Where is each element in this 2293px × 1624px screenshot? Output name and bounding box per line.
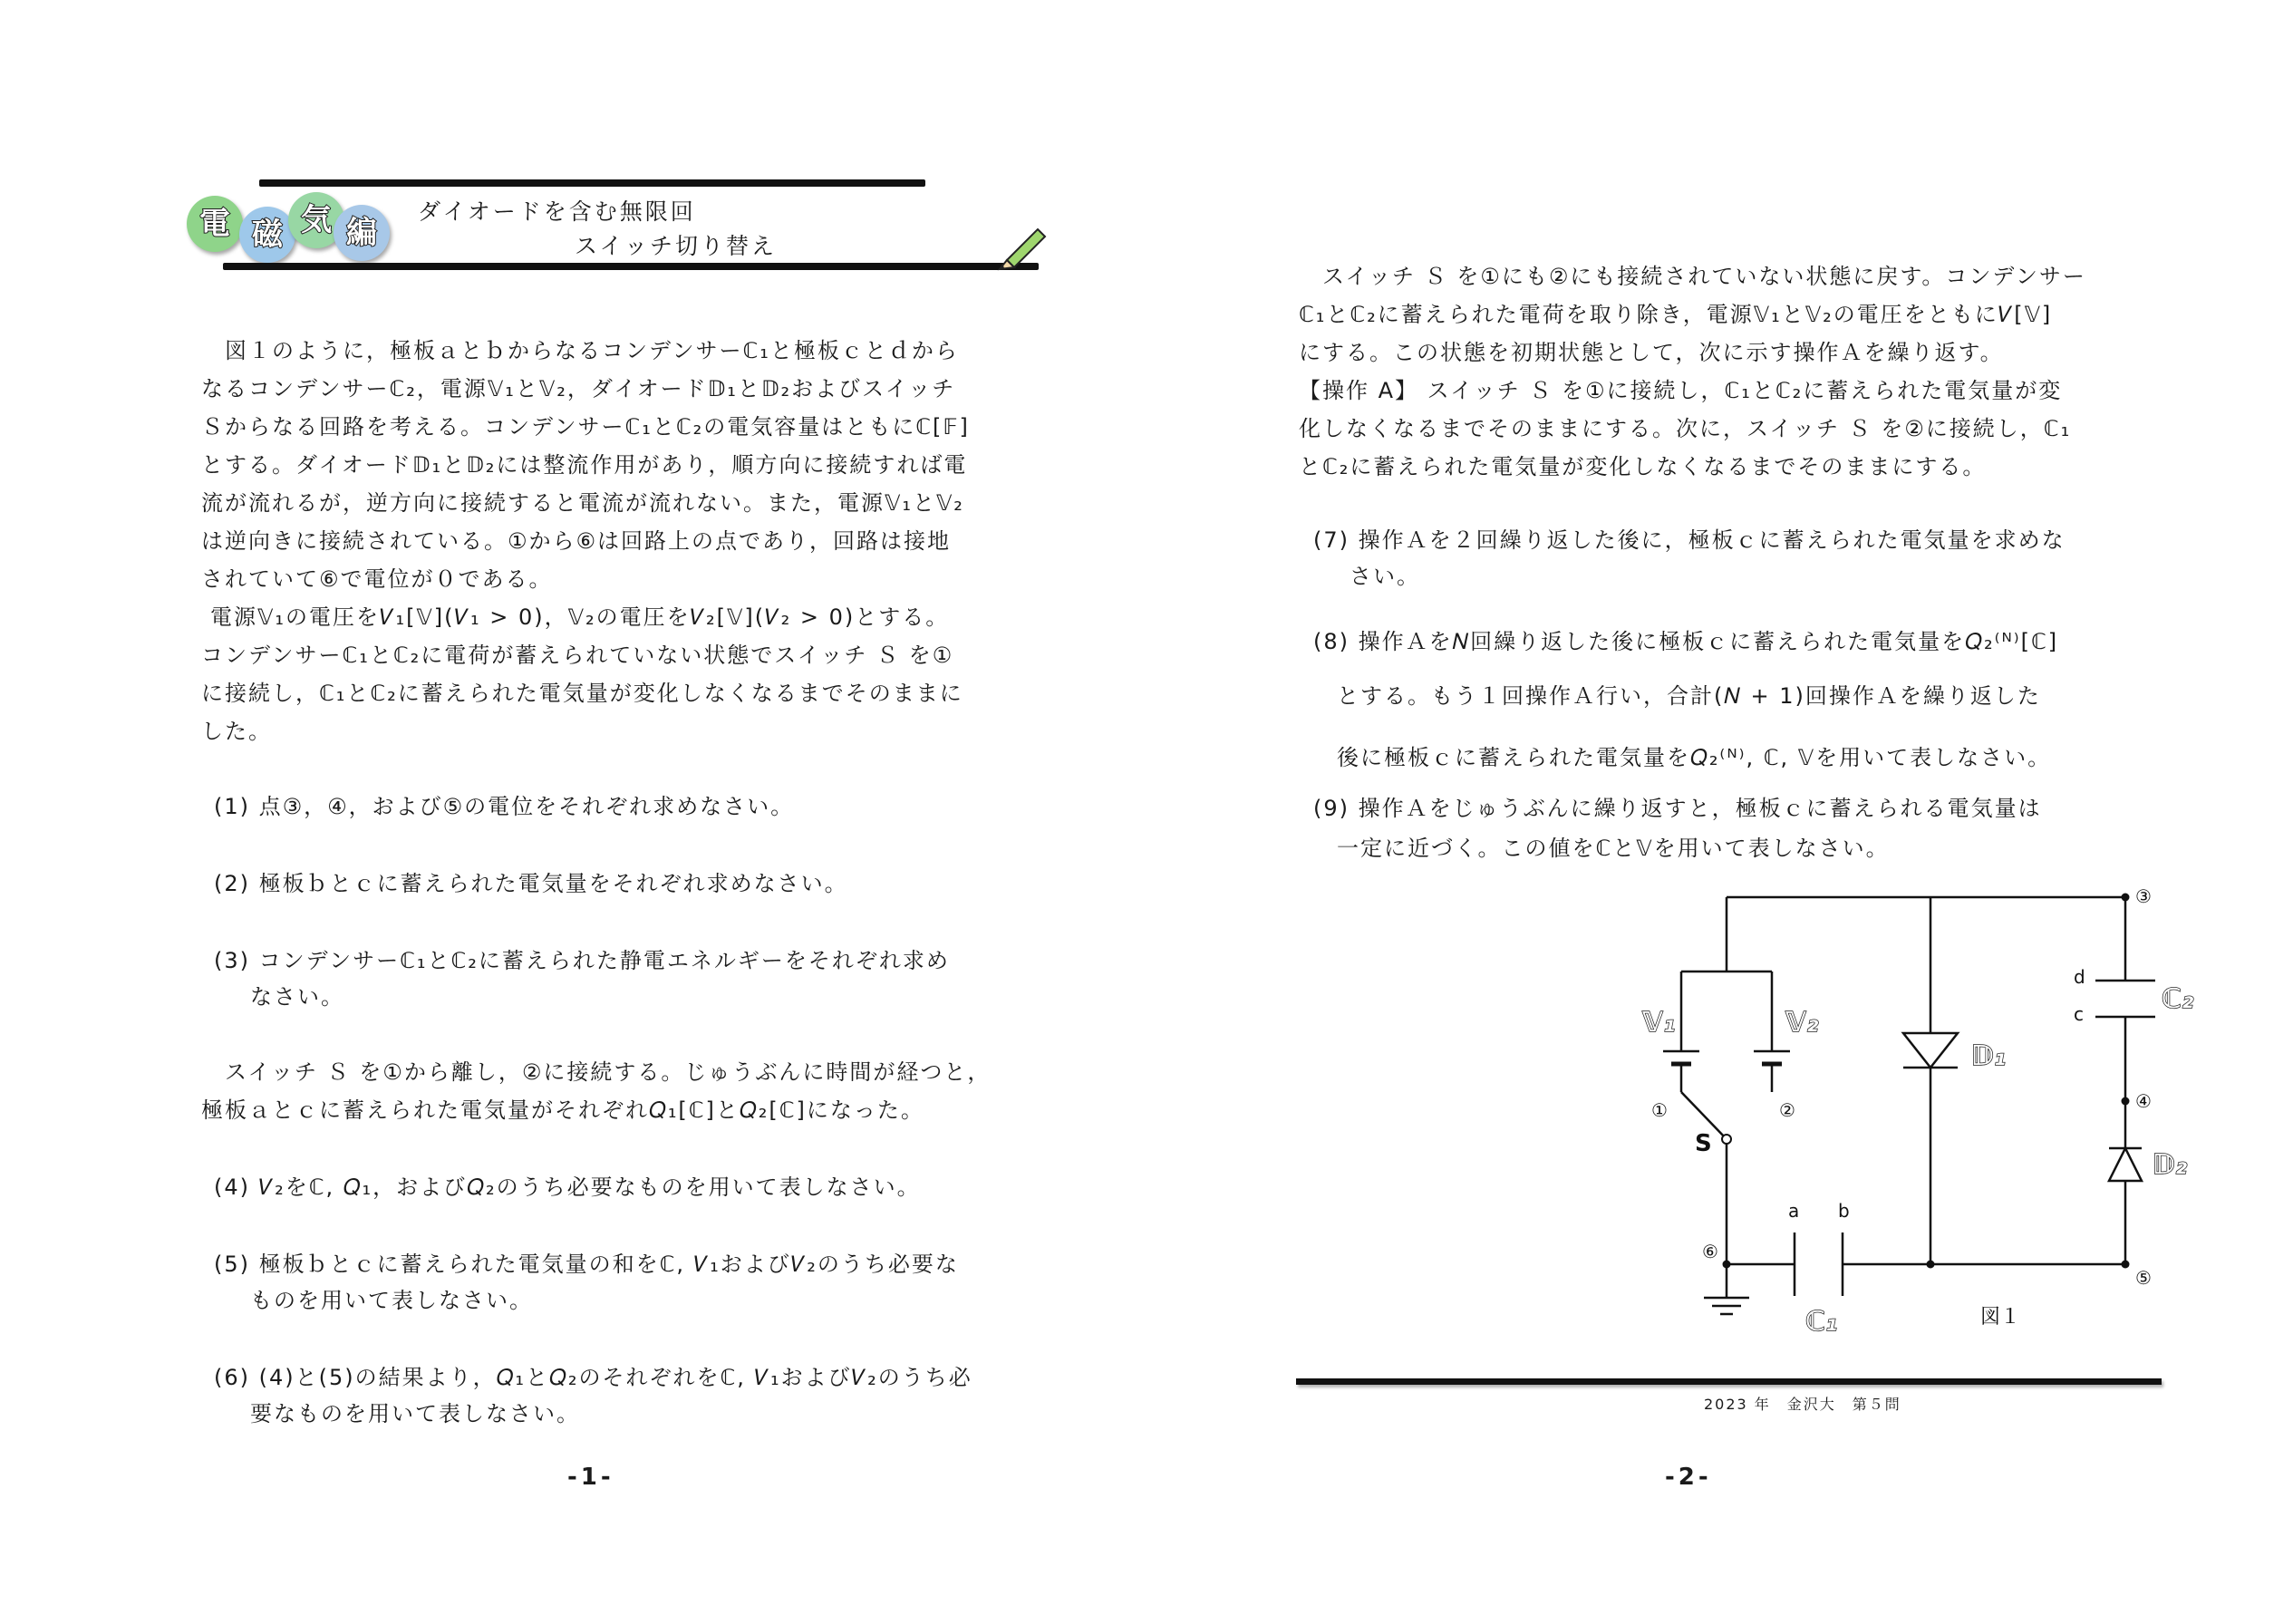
badge-ki: 気	[288, 192, 344, 248]
page-number-2: -2-	[1665, 1464, 1712, 1491]
badge-den: 電	[187, 196, 243, 252]
question-9-line2: 一定に近づく。この値をℂと𝕍を用いて表しなさい。	[1337, 836, 1890, 861]
node-label-6: ⑥	[1702, 1241, 1718, 1262]
intro-paragraph	[201, 332, 970, 598]
node-label-4: ④	[2135, 1090, 2152, 1112]
section-header	[187, 179, 1057, 279]
label-v1: 𝕍₁	[1642, 1007, 1676, 1039]
operation-line: とℂ₂に蓄えられた電気量が変化しなくなるまでそのままにする。	[1299, 454, 1987, 479]
footer-rule	[1296, 1378, 2162, 1385]
diode-d1-icon	[1903, 1033, 1958, 1068]
switch2-paragraph	[201, 1053, 991, 1129]
question-8-line1: (8) 操作Ａを𝑁回繰り返した後に極板ｃに蓄えられた電気量を𝑄₂⁽ᴺ⁾[ℂ]	[1313, 629, 2059, 654]
intro-line: されていて⑥で電位が０である。	[201, 566, 553, 592]
figure-caption: 図１	[1980, 1306, 2021, 1329]
label-c1: ℂ₁	[1805, 1306, 1838, 1338]
question-9-line1: (9) 操作Ａをじゅうぶんに繰り返すと，極板ｃに蓄えられる電気量は	[1313, 796, 2042, 821]
question-3-line1: (3) コンデンサーℂ₁とℂ₂に蓄えられた静電エネルギーをそれぞれ求め	[214, 948, 950, 973]
setup-line: 電源𝕍₁の電圧を𝑉₁[𝕍](𝑉₁ > 0)，𝕍₂の電圧を𝑉₂[𝕍](𝑉₂ > 0)とする。	[210, 604, 950, 630]
circuit-diagram	[1387, 870, 2194, 1341]
header-title-line1: ダイオードを含む無限回	[418, 198, 696, 225]
setup-line: した。	[201, 719, 272, 744]
header-title-line2: スイッチ切り替え	[575, 233, 778, 259]
setup-line: コンデンサーℂ₁とℂ₂に電荷が蓄えられていない状態でスイッチ Ｓ を①	[201, 643, 954, 668]
question-6-line2: 要なものを用いて表しなさい。	[250, 1401, 580, 1426]
operation-paragraph	[1299, 372, 2071, 486]
intro-line: は逆向きに接続されている。①から⑥は回路上の点であり，回路は接地	[201, 528, 952, 554]
intro-line: 流が流れるが，逆方向に接続すると電流が流れない。また，電源𝕍₁と𝕍₂	[201, 490, 964, 516]
plate-label-a: a	[1788, 1200, 1800, 1222]
intro-line: 図１のように，極板ａとｂからなるコンデンサーℂ₁と極板ｃとｄから	[201, 338, 959, 363]
node-label-5: ⑤	[2135, 1267, 2152, 1289]
switch2-line: スイッチ Ｓ を①から離し，②に接続する。じゅうぶんに時間が経つと，	[201, 1059, 992, 1085]
label-d1: 𝔻₁	[1971, 1040, 2007, 1072]
node-label-3: ③	[2135, 885, 2152, 907]
intro-line: Ｓからなる回路を考える。コンデンサーℂ₁とℂ₂の電気容量はともにℂ[𝔽]	[201, 414, 970, 440]
question-7-line2: さい。	[1350, 564, 1420, 589]
page-number-1: -1-	[567, 1464, 614, 1491]
reset-line: にする。この状態を初期状態として，次に示す操作Ａを繰り返す。	[1299, 340, 2004, 365]
operation-line: 化しなくなるまでそのままにする。次に，スイッチ Ｓ を②に接続し，ℂ₁	[1299, 416, 2072, 441]
label-v2: 𝕍₂	[1785, 1007, 1819, 1039]
setup-paragraph-cont	[201, 636, 963, 750]
intro-line: とする。ダイオード𝔻₁と𝔻₂には整流作用があり，順方向に接続すれば電	[201, 452, 968, 478]
diode-d2-icon	[2109, 1148, 2142, 1181]
question-5-line2: ものを用いて表しなさい。	[250, 1288, 533, 1313]
pencil-icon	[996, 220, 1047, 271]
reset-line: スイッチ Ｓ を①にも②にも接続されていない状態に戻す。コンデンサー	[1299, 264, 2086, 289]
badge-hen: 編	[334, 205, 390, 261]
operation-line: 【操作 A】 スイッチ Ｓ を①に接続し，ℂ₁とℂ₂に蓄えられた電気量が変	[1299, 378, 2063, 403]
question-1: (1) 点③，④，および⑤の電位をそれぞれ求めなさい。	[214, 794, 795, 819]
question-4: (4) 𝑉₂をℂ, 𝑄₁，および𝑄₂のうち必要なものを用いて表しなさい。	[214, 1174, 921, 1200]
question-6-line1: (6) (4)と(5)の結果より，𝑄₁と𝑄₂のそれぞれをℂ, 𝑉₁および𝑉₂のうち必	[214, 1365, 972, 1390]
reset-line: ℂ₁とℂ₂に蓄えられた電荷を取り除き，電源𝕍₁と𝕍₂の電圧をともに𝑉[𝕍]	[1299, 302, 2053, 327]
label-switch-s: S	[1695, 1130, 1712, 1157]
question-8-line2: とする。もう１回操作Ａ行い，合計(𝑁 + 1)回操作Ａを繰り返した	[1337, 683, 2041, 709]
question-8-line3: 後に極板ｃに蓄えられた電気量を𝑄₂⁽ᴺ⁾, ℂ, 𝕍を用いて表しなさい。	[1337, 745, 2052, 770]
plate-label-b: b	[1838, 1200, 1850, 1222]
intro-line: なるコンデンサーℂ₂，電源𝕍₁と𝕍₂，ダイオード𝔻₁と𝔻₂およびスイッチ	[201, 376, 956, 401]
plate-label-c: c	[2074, 1003, 2084, 1025]
footer-source: 2023 年 金沢大 第５問	[1704, 1396, 1901, 1413]
question-3-line2: なさい。	[250, 984, 344, 1010]
setup-paragraph	[210, 598, 949, 636]
page-1	[0, 0, 1146, 1624]
header-bottom-rule	[223, 263, 1039, 270]
badge-ji: 磁	[239, 207, 295, 263]
question-5-line1: (5) 極板ｂとｃに蓄えられた電気量の和をℂ, 𝑉₁および𝑉₂のうち必要な	[214, 1252, 959, 1277]
label-d2: 𝔻₂	[2153, 1149, 2188, 1181]
node-label-1: ①	[1651, 1099, 1668, 1121]
reset-paragraph	[1299, 257, 2086, 372]
node-label-2: ②	[1779, 1099, 1795, 1121]
header-top-rule	[259, 179, 925, 187]
label-c2: ℂ₂	[2162, 983, 2194, 1015]
page-2	[1146, 0, 2293, 1624]
question-7-line1: (7) 操作Ａを２回繰り返した後に，極板ｃに蓄えられた電気量を求めな	[1313, 527, 2066, 553]
plate-label-d: d	[2074, 966, 2085, 988]
switch2-line: 極板ａとｃに蓄えられた電気量がそれぞれ𝑄₁[ℂ]と𝑄₂[ℂ]になった。	[201, 1097, 924, 1123]
question-2: (2) 極板ｂとｃに蓄えられた電気量をそれぞれ求めなさい。	[214, 871, 848, 896]
setup-line: に接続し，ℂ₁とℂ₂に蓄えられた電気量が変化しなくなるまでそのままに	[201, 681, 963, 706]
